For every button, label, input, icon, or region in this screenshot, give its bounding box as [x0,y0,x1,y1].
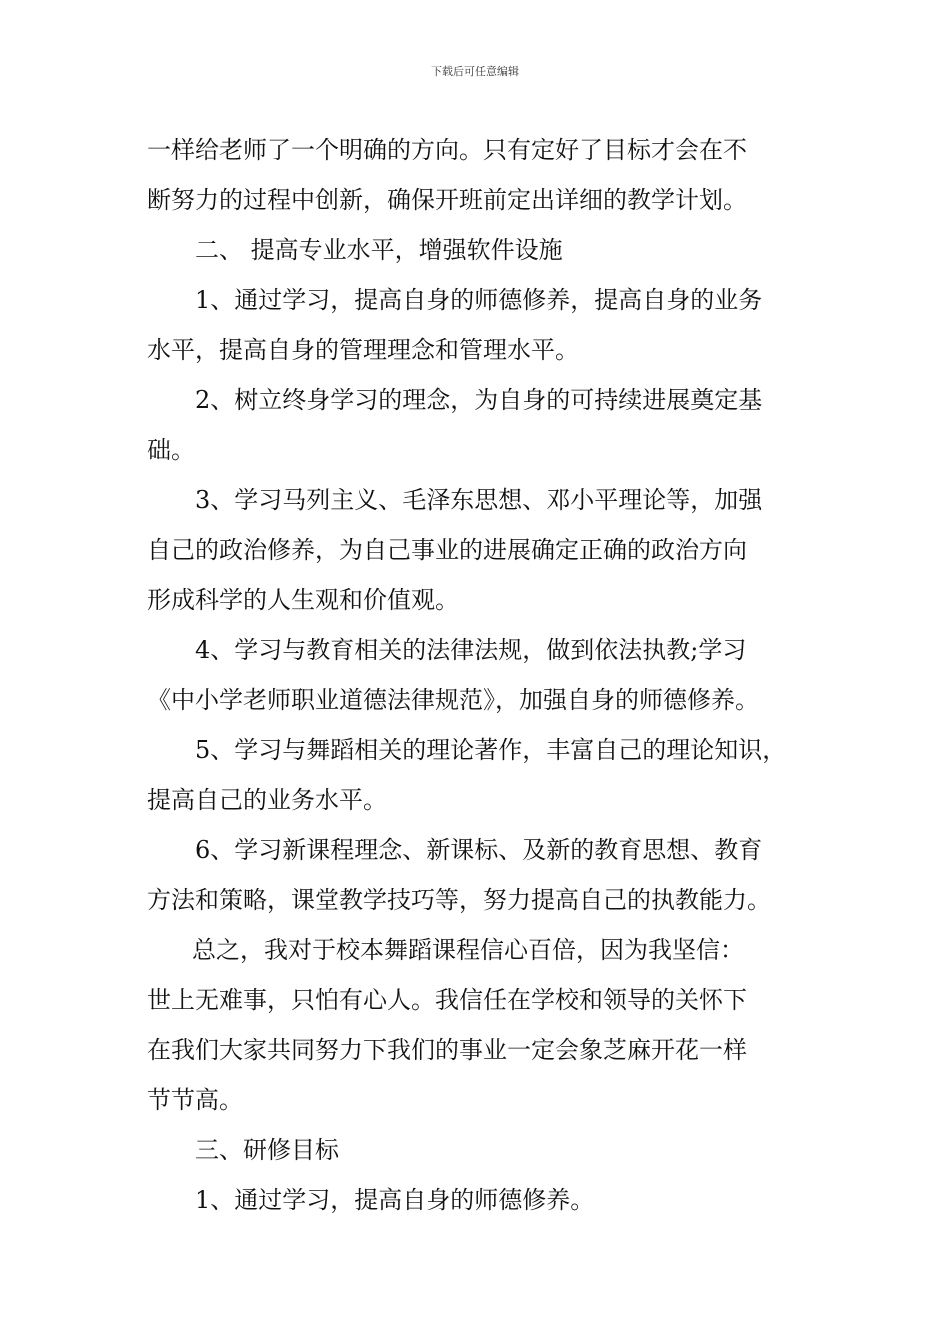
paragraph-line: 在我们大家共同努力下我们的事业一定会象芝麻开花一样 [147,1036,747,1064]
paragraph-line: 方法和策略，课堂教学技巧等，努力提高自己的执教能力。 [147,886,771,914]
page-header-note: 下载后可任意编辑 [431,65,519,78]
paragraph-line: 自己的政治修养，为自己事业的进展确定正确的政治方向 [147,536,747,564]
section-heading: 二、 提高专业水平，增强软件设施 [195,236,563,264]
paragraph-line: 水平，提高自身的管理理念和管理水平。 [147,336,579,364]
paragraph-line: 《中小学老师职业道德法律规范》，加强自身的师德修养。 [147,686,759,714]
paragraph-line: 3、学习马列主义、毛泽东思想、邓小平理论等，加强 [195,486,763,514]
paragraph-line: 断努力的过程中创新，确保开班前定出详细的教学计划。 [147,186,747,214]
paragraph-line: 2、树立终身学习的理念，为自身的可持续进展奠定基 [195,386,763,414]
paragraph-line: 6、学习新课程理念、新课标、及新的教育思想、教育 [195,836,763,864]
paragraph-line: 4、学习与教育相关的法律法规，做到依法执教;学习 [195,636,747,664]
paragraph-line: 世上无难事，只怕有心人。我信任在学校和领导的关怀下 [147,986,747,1014]
paragraph-line: 形成科学的人生观和价值观。 [147,586,459,614]
document-body [147,125,837,1225]
paragraph-line: 1、通过学习，提高自身的师德修养，提高自身的业务 [195,286,763,314]
paragraph-line: 总之，我对于校本舞蹈课程信心百倍，因为我坚信： [192,936,744,964]
paragraph-line: 1、通过学习，提高自身的师德修养。 [195,1186,595,1214]
paragraph-line: 一样给老师了一个明确的方向。只有定好了目标才会在不 [147,136,747,164]
paragraph-line: 础。 [147,436,195,464]
paragraph-line: 提高自己的业务水平。 [147,786,387,814]
section-heading: 三、研修目标 [195,1136,339,1164]
paragraph-line: 节节高。 [147,1086,243,1114]
paragraph-line: 5、学习与舞蹈相关的理论著作，丰富自己的理论知识， [195,736,787,764]
